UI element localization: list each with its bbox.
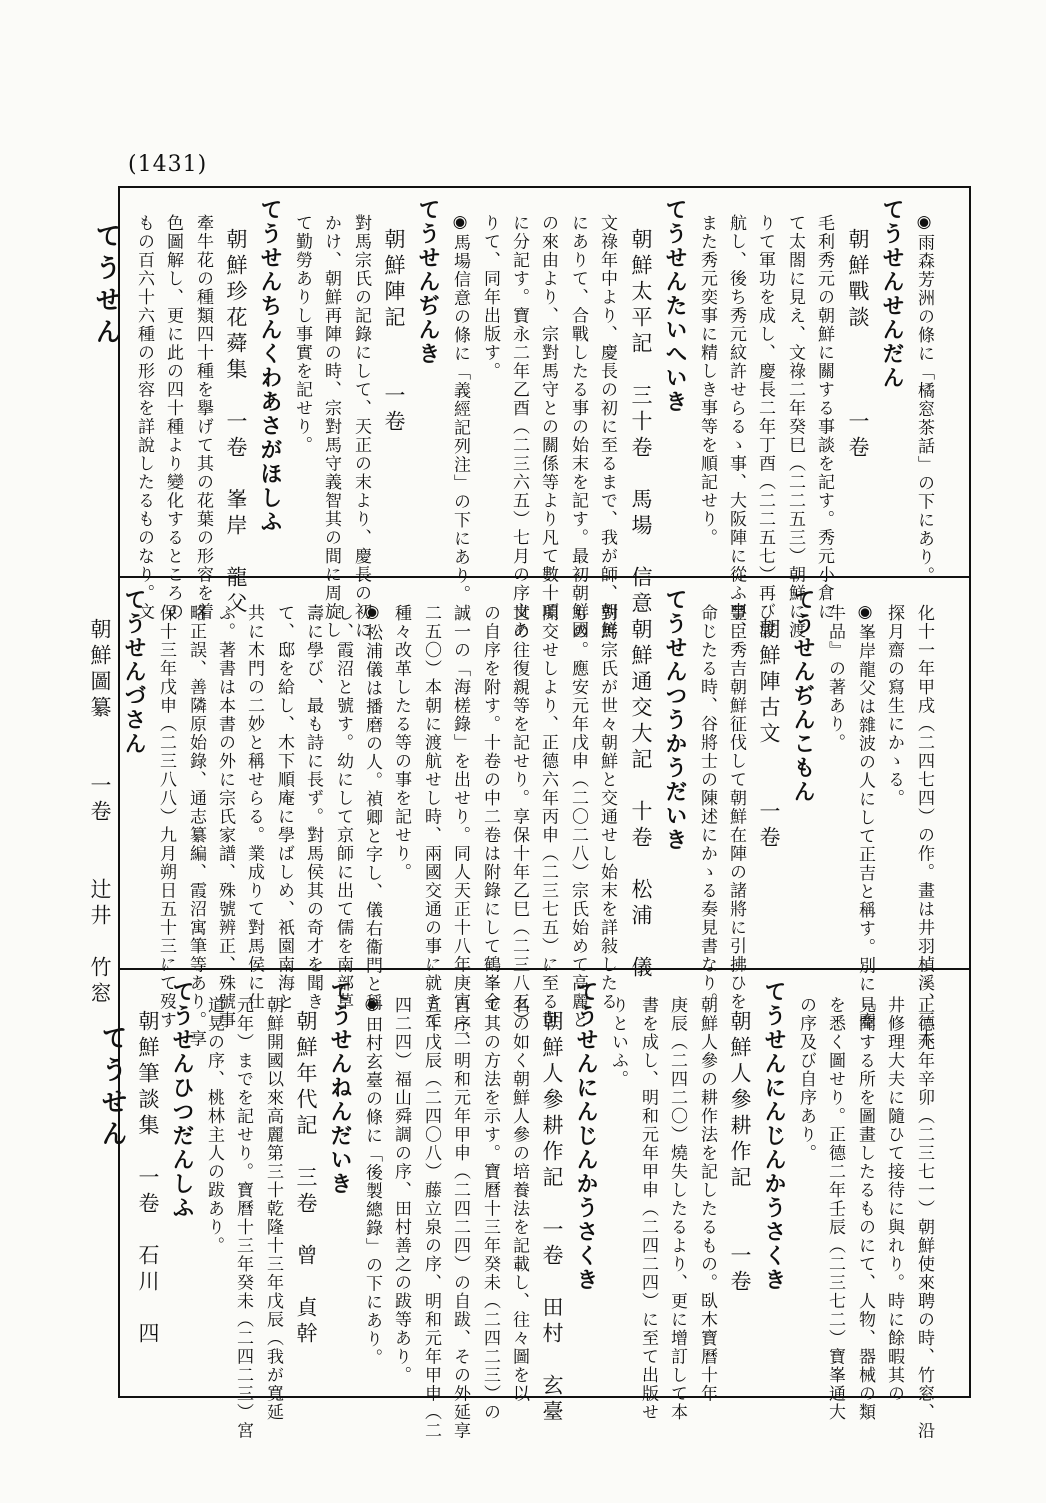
text-column: ◉馬場信意の條に「義經記列注」の下にあり。 xyxy=(450,212,470,604)
entry-title: 朝鮮年代記 三卷 曾 貞幹 xyxy=(294,1010,318,1348)
text-column: もの。應安元年戊申（二〇二八）宗氏始めて高麗と xyxy=(568,604,588,1030)
text-column: 四二四）福山舜調の序、田村善之の跋等あり。 xyxy=(391,996,411,1385)
text-column: し、霞沼と號す。幼にして京師に出て儒を南部草 xyxy=(333,604,353,1011)
text-column: 開交せしより、正德六年丙申（二三七五）に至る世 xyxy=(538,604,558,1030)
text-column: りといふ。 xyxy=(608,996,628,1089)
text-column: 井修理大夫に隨ひて接待に與れり。時に餘暇其の xyxy=(884,996,904,1403)
running-head-left: てうせん xyxy=(91,222,121,350)
text-column: ◉雨森芳洲の條に「橘窓茶話」の下にあり。 xyxy=(914,212,934,585)
text-column: て其の方法を示す。寶曆十三年癸未（二四二三）の xyxy=(480,996,500,1422)
text-column: 見聞する所を圖畫したるものにて、人物、器械の類 xyxy=(855,996,875,1422)
text-column: 世の往復親等を記せり。享保十年乙巳（二三八五） xyxy=(509,604,529,1030)
text-column: 共に木門の二妙と稱せらる。業成りて對馬侯に仕 xyxy=(244,604,264,1011)
text-column: 壽に學び、最も詩に長ず。對馬侯其の奇才を聞き xyxy=(303,604,323,1011)
text-column: 化十一年甲戌（二四七四）の作。畫は井羽楨溪、三木 xyxy=(914,604,934,1048)
entry-title: 朝鮮珍花蕣集 一卷 峯岸 龍父 xyxy=(224,228,248,618)
text-column: て太閤に見え、文祿二年癸巳（二二五三）朝鮮に渡 xyxy=(785,214,805,640)
text-column: に分記す。寶永二年乙酉（二三六五）七月の序文あ xyxy=(509,214,529,640)
entry-heading: てうせんちんくわあさがほしふ xyxy=(257,198,283,534)
text-column: て勤勞ありし事實を記せり。 xyxy=(292,214,312,455)
page-number: (1431) xyxy=(128,152,208,177)
entry-title: 朝鮮人參耕作記 一卷 田村 玄臺 xyxy=(540,1010,564,1426)
text-column: 豐臣秀吉朝鮮征伐して朝鮮在陣の諸將に引拂ひを xyxy=(726,604,746,1011)
text-column: 保十三年戊申（二三八八）九月朔日五十三にて歿す xyxy=(156,604,176,1030)
text-column: ◉松浦儀は播磨の人。禎卿と字し、儀右衞門と稱 xyxy=(362,602,382,1012)
text-column: りて軍功を成し、慶長二年丁酉（二二五七）再び渡 xyxy=(755,214,775,640)
text-column: 命じたる時、谷將士の陳述にかゝる奏見書なり。 xyxy=(697,604,717,1011)
text-column: ◉峯岸龍父は雜波の人にして正吉と稱す。別に『牽 xyxy=(855,602,875,1031)
text-column: 牽牛花の種類四十種を擧げて其の花葉の形容を着 xyxy=(193,214,213,621)
text-column: ◉田村玄臺の條に「後製總錄」の下にあり。 xyxy=(362,994,382,1367)
entry-title: 朝鮮陣古文 一卷 xyxy=(757,618,781,852)
text-column: 牛品』の著あり。 xyxy=(825,604,845,752)
text-column: 色圖解し、更に此の四十種より變化するところの xyxy=(163,214,183,621)
text-column: 文祿年中より、慶長の初に至るまで、我が師、朝鮮 xyxy=(597,214,617,640)
entry-heading: てうせんねんだいき xyxy=(327,980,353,1196)
text-column: また秀元奕事に精しき事等を順記せり。 xyxy=(697,214,717,547)
entry-title: 朝鮮通交大記 十卷 松浦 儀 xyxy=(629,618,653,982)
entry-heading: てうせんひつだんしふ xyxy=(169,980,195,1220)
entry-heading: てうせんづさん xyxy=(121,588,147,756)
text-column: の自序を附す。十卷の中二卷は附錄にして鶴峯金 xyxy=(480,604,500,1011)
text-column: ふ。著書は本書の外に宗氏家譜、殊號辨正、殊號事 xyxy=(215,604,235,1030)
entry-title: 朝鮮太平記 三十卷 馬場 信意 xyxy=(629,228,653,618)
text-column: 對馬宗氏の記錄にして、天正の末より、慶長の初に xyxy=(351,214,371,640)
text-column: 毛利秀元の朝鮮に關する事談を記す。秀元小倉に xyxy=(814,214,834,621)
entry-heading: てうせんにんじんかうさくき xyxy=(573,980,599,1292)
text-column: 庚辰（二四二〇）燒失したるより、更に增訂して本 xyxy=(667,996,687,1422)
text-column: 探月齋の寫生にかゝる。 xyxy=(884,604,904,808)
text-column: かけ、朝鮮再陣の時、宗對馬守義智其の間に周旋し xyxy=(321,214,341,640)
text-column: 五年戊辰（二四〇八）藤立泉の序、明和元年甲申（二 xyxy=(421,996,441,1440)
entry-heading: てうせんぢんき xyxy=(415,198,441,366)
entry-title: 朝鮮筆談集 一卷 石川 四 xyxy=(136,1010,160,1348)
entry-heading: てうせんせんだん xyxy=(879,198,905,390)
entry-title: 朝鮮人參耕作記 一卷 xyxy=(728,1010,752,1296)
text-column: 二五〇）本朝に渡航せし時、兩國交通の事に就きて xyxy=(421,604,441,1030)
text-frame xyxy=(88,186,971,1440)
entry-heading: てうせんたいへいき xyxy=(662,198,688,414)
upper-section xyxy=(120,188,969,640)
text-column: 書を成し、明和元年甲申（二四二四）に至て出版せ xyxy=(638,996,658,1422)
text-column: 航し、後ち秀元紋許せらるゝ事、大阪陣に從ふ事、 xyxy=(726,214,746,640)
running-head-right: てうせん xyxy=(97,1024,127,1152)
entry-heading: てうせんぢんこもん xyxy=(790,588,816,804)
text-column: もの百六十六種の形容を詳說したるものなり。文 xyxy=(134,214,154,621)
entry-heading: てうせんつうかうだいき xyxy=(662,588,688,852)
entry-title: 朝鮮圖纂 一卷 辻井 竹窓 xyxy=(88,618,112,1008)
text-column: 自序、明和元年甲申（二四二四）の自跋、その外延享 xyxy=(450,996,470,1440)
text-column: りて、同年出版す。 xyxy=(480,214,500,381)
text-column: にありて、合戰したる事の始末を記す。最初朝鮮國 xyxy=(568,214,588,640)
text-column: 道晃の序、桃林主人の跋あり。 xyxy=(204,996,224,1255)
text-column: 正德元年辛卯（二三七一）朝鮮使來聘の時、竹窓、沿 xyxy=(914,996,934,1440)
text-column: 朝鮮人參の耕作法を記したるもの。臥木寶曆十年 xyxy=(697,996,717,1403)
text-column: 略正誤、善隣原始錄、通志纂編、霞沼寓筆等あり。享 xyxy=(186,604,206,1048)
entry-title: 朝鮮戰談 一卷 xyxy=(846,228,870,462)
text-column: 名の如く朝鮮人參の培養法を記載し、往々圖を以 xyxy=(509,996,529,1403)
text-column: 朝鮮開國以來高麗第三十乾隆十三年戊辰（我が寬延 xyxy=(263,996,283,1422)
entry-heading: てうせんにんじんかうさくき xyxy=(761,980,787,1292)
text-column: 種々改革したる等の事を記せり。 xyxy=(391,604,411,882)
text-column: て、邸を給し、木下順庵に學ばしめ、祇園南海と xyxy=(274,604,294,1011)
text-column: 元年）までを記せり。寶曆十三年癸未（二四二三）宮 xyxy=(233,996,253,1440)
text-column: を悉く圖せり。正德二年壬辰（二三七二）寶峯通大 xyxy=(825,996,845,1422)
lower-section xyxy=(120,970,969,1440)
text-column: 誠一の「海槎錄」を出せり。同人天正十八年庚寅（二 xyxy=(450,604,470,1048)
entry-title: 朝鮮陣記 一卷 xyxy=(382,228,406,436)
text-column: の來由より、宗對馬守との關係等より凡て數十項 xyxy=(538,214,558,621)
text-column: の序及び自序あり。 xyxy=(796,996,816,1163)
text-column: 對馬宗氏が世々朝鮮と交通せし始末を詳敍したる xyxy=(597,604,617,1011)
